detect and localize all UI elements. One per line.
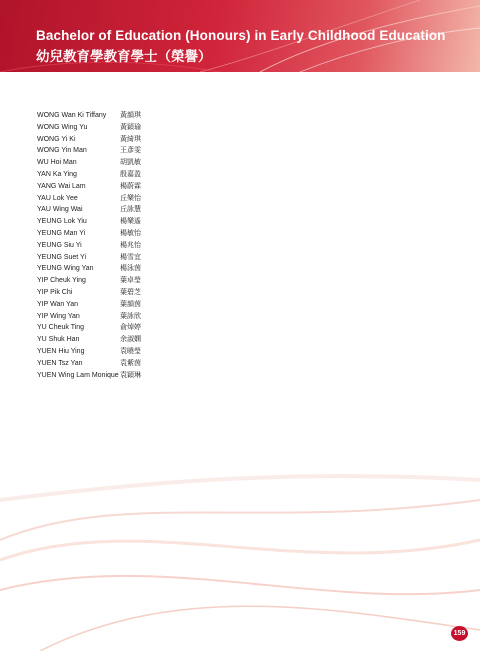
name-chinese: 袁曉瑩 bbox=[120, 347, 141, 355]
list-item bbox=[37, 299, 160, 311]
name-english: YAU Lok Yee bbox=[37, 194, 78, 202]
background-waves bbox=[0, 380, 480, 651]
list-item bbox=[37, 311, 160, 323]
name-english: YIP Cheuk Ying bbox=[37, 277, 86, 285]
name-chinese: 黃綺琪 bbox=[120, 135, 141, 143]
name-english: YIP Pik Chi bbox=[37, 288, 73, 296]
name-english: YEUNG Suet Yi bbox=[37, 253, 87, 261]
name-english: YIP Wing Yan bbox=[37, 312, 80, 320]
name-chinese: 葉卓瑩 bbox=[120, 277, 141, 285]
list-item bbox=[37, 181, 160, 193]
page-title-chinese: 幼兒教育學教育學士（榮譽） bbox=[36, 49, 212, 64]
name-chinese: 楊蔚霖 bbox=[120, 182, 141, 190]
name-chinese: 楊樂遙 bbox=[120, 218, 141, 226]
name-english: YEUNG Lok Yiu bbox=[37, 218, 87, 226]
name-english: YAU Wing Wai bbox=[37, 206, 83, 214]
name-chinese: 黃穎瑜 bbox=[120, 123, 141, 131]
name-english: YUEN Hiu Ying bbox=[37, 347, 85, 355]
name-chinese: 袁穎琳 bbox=[120, 371, 141, 379]
name-chinese: 丘詠慧 bbox=[120, 206, 141, 214]
graduate-name-list bbox=[37, 110, 160, 381]
list-item bbox=[37, 370, 160, 382]
name-chinese: 楊泳茵 bbox=[120, 265, 141, 273]
name-chinese: 葉韻茵 bbox=[120, 300, 141, 308]
name-chinese: 葉詠欣 bbox=[120, 312, 141, 320]
page-number-badge bbox=[451, 626, 468, 641]
name-chinese: 黃韻琪 bbox=[120, 112, 141, 119]
name-english: YEUNG Wing Yan bbox=[37, 265, 94, 273]
list-item bbox=[37, 110, 160, 122]
list-item bbox=[37, 204, 160, 216]
name-english: YUEN Tsz Yan bbox=[37, 359, 83, 367]
list-item bbox=[37, 287, 160, 299]
name-english: WONG Wing Yu bbox=[37, 123, 88, 131]
list-item bbox=[37, 134, 160, 146]
header-banner bbox=[0, 0, 480, 72]
name-english: YAN Ka Ying bbox=[37, 170, 77, 178]
name-english: YU Cheuk Ting bbox=[37, 324, 85, 332]
name-chinese: 余淑嫻 bbox=[120, 336, 141, 344]
list-item bbox=[37, 145, 160, 157]
page-number: 159 bbox=[453, 630, 466, 637]
list-item bbox=[37, 252, 160, 264]
name-chinese: 楊雪宜 bbox=[120, 253, 141, 261]
name-chinese: 葉碧芝 bbox=[120, 288, 141, 296]
name-english: YUEN Wing Lam Monique bbox=[37, 371, 119, 379]
name-english: WONG Yi Ki bbox=[37, 135, 76, 143]
list-item bbox=[37, 358, 160, 370]
name-english: YIP Wan Yan bbox=[37, 300, 78, 308]
name-chinese: 俞焯婷 bbox=[120, 324, 141, 332]
name-chinese: 王彥雯 bbox=[120, 147, 141, 155]
list-item bbox=[37, 216, 160, 228]
list-item bbox=[37, 122, 160, 134]
name-english: YU Shuk Han bbox=[37, 336, 80, 344]
page-title-english: Bachelor of Education (Honours) in Early Childhood Education bbox=[36, 28, 446, 43]
name-chinese: 殷嘉盈 bbox=[120, 170, 141, 178]
list-item bbox=[37, 240, 160, 252]
list-item bbox=[37, 322, 160, 334]
list-item bbox=[37, 193, 160, 205]
name-chinese: 楊兆怡 bbox=[120, 241, 141, 249]
list-item bbox=[37, 346, 160, 358]
name-english: YEUNG Siu Yi bbox=[37, 241, 82, 249]
list-item bbox=[37, 228, 160, 240]
list-item bbox=[37, 169, 160, 181]
list-item bbox=[37, 157, 160, 169]
list-item bbox=[37, 275, 160, 287]
name-chinese: 楊敏怡 bbox=[120, 229, 141, 237]
name-english: YEUNG Man Yi bbox=[37, 229, 86, 237]
name-english: YANG Wai Lam bbox=[37, 182, 86, 190]
name-chinese: 丘樂怡 bbox=[120, 194, 141, 202]
name-chinese: 胡凱敏 bbox=[120, 159, 141, 167]
name-english: WONG Yin Man bbox=[37, 147, 87, 155]
name-english: WONG Wan Ki Tiffany bbox=[37, 112, 107, 119]
list-item bbox=[37, 263, 160, 275]
name-chinese: 袁紫茵 bbox=[120, 359, 141, 367]
list-item bbox=[37, 334, 160, 346]
name-english: WU Hoi Man bbox=[37, 159, 77, 167]
